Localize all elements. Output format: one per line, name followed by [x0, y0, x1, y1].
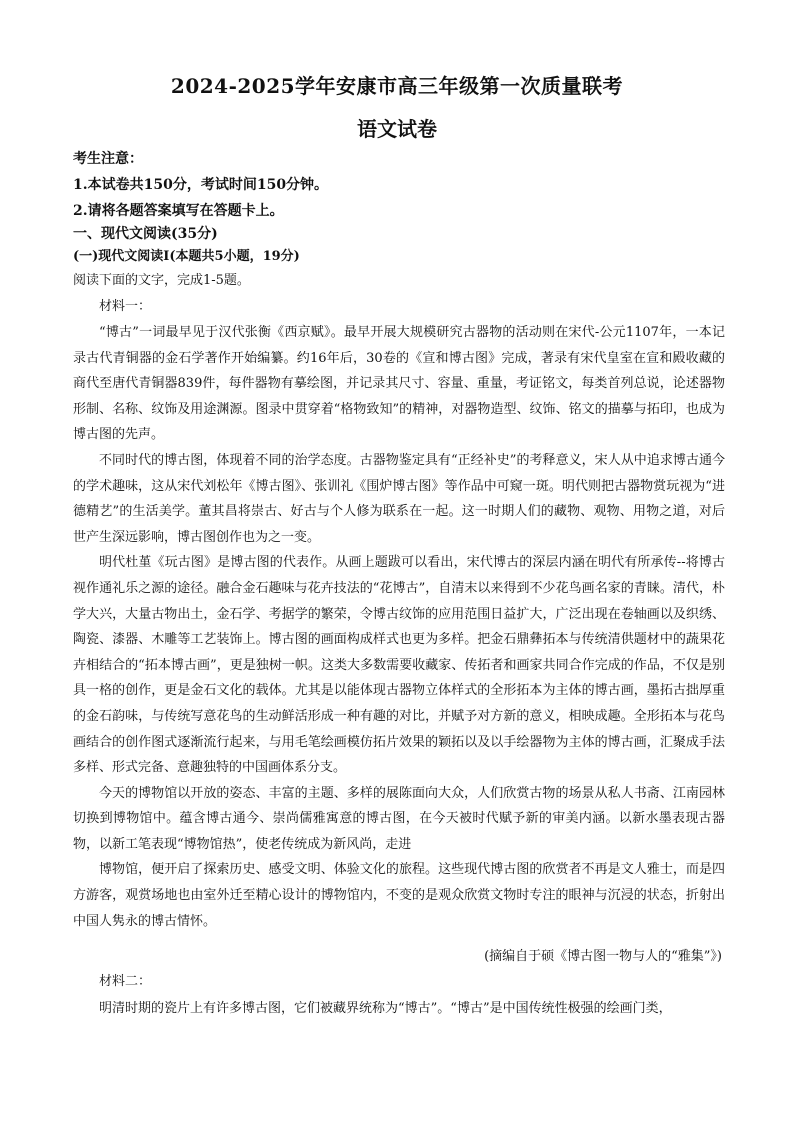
candidate-notice — [73, 146, 725, 224]
notice-item: 2.请将各题答案填写在答题卡上。 — [73, 203, 284, 219]
material-two-label: 材料二： — [99, 974, 152, 989]
material-one-label: 材料一： — [99, 299, 152, 314]
material-one-source: (摘编自于硕《博古图一物与人的“雅集”》) — [484, 949, 722, 964]
notice-item: 1.本试卷共150分，考试时间150分钟。 — [73, 177, 329, 193]
exam-title: 2024-2025学年安康市高三年级第一次质量联考 — [170, 74, 624, 98]
paragraph: 明代杜堇《玩古图》是博古图的代表作。从画上题跋可以看出，宋代博古的深层内涵在明代有所承传--将博古视作通礼乐之源的途径。融合金石趣味与花卉技法的“花博古”，自清末以来得到不少花鸟画名家的青睐。清代，朴学大兴，大量古物出土，金石学、考据学的繁荣，令博古纹饰的应用范围日益扩大，广泛出现在卷轴画以及织绣、陶瓷、漆器、木雕等工艺装饰上。博古图的画面构成样式也更为多样。把金石鼎彝拓本与传统清供题材中的蔬果花卉相结合的“拓本博古画”，更是独树一帜。这类大多数需要收藏家、传拓者和画家共同合作完成的作品，不仅是别具一格的创作，更是金石文化的载体。尤其是以能体现古器物立体样式的全形拓本为主体的博古画，墨拓古拙厚重的金石韵味，与传统写意花鸟的生动鲜活形成一种有趣的对比，并赋予对方新的意义，相映成趣。全形拓本与花鸟画结合的创作图式逐渐流行起来，与用毛笔绘画模仿拓片效果的颖拓以及以手绘器物为主体的博古画，汇聚成手法多样、形式完备、意趣独特的中国画体系分支。 — [73, 555, 725, 776]
paragraph: 博物馆，便开启了探索历史、感受文明、体验文化的旅程。这些现代博古图的欣赏者不再是文人雅士，而是四方游客，观赏场地也由室外迁至精心设计的博物馆内，不变的是观众欣赏文物时专注的眼神与沉浸的状态，折射出中国人隽永的博古情怀。 — [73, 862, 725, 929]
paragraph: 明清时期的瓷片上有许多博古图，它们被藏界统称为“博古”。“博古”是中国传统性极强的绘画门类， — [99, 1001, 672, 1016]
exam-subtitle: 语文试卷 — [357, 117, 437, 141]
paragraph: 今天的博物馆以开放的姿态、丰富的主题、多样的展陈面向大众，人们欣赏古物的场景从私人书斋、江南园林切换到博物馆中。蕴含博古通今、崇尚儒雅寓意的博古图，在今天被时代赋予新的审美内涵。以新水墨表现古器物，以新工笔表现“博物馆热”，使老传统成为新风尚，走进 — [73, 785, 725, 852]
section-heading: 一、现代文阅读(35分) — [73, 226, 218, 242]
material-two-body — [73, 996, 725, 1022]
material-one-body — [73, 320, 725, 934]
paragraph: “博古”一词最早见于汉代张衡《西京赋》。最早开展大规模研究古器物的活动则在宋代-公元1107年，一本记录古代青铜器的金石学著作开始编纂。约16年后，30卷的《宣和博古图》完成，著录有宋代皇室在宣和殿收藏的商代至唐代青铜器839件，每件器物有摹绘图，并记录其尺寸、容量、重量，考证铭文，每类首列总说，论述器物形制、名称、纹饰及用途渊源。图录中贯穿着“格物致知”的精神，对器物造型、纹饰、铭文的描摹与拓印，也成为博古图的先声。 — [73, 325, 725, 443]
notice-heading: 考生注意： — [73, 151, 143, 167]
reading-instruction: 阅读下面的文字，完成1-5题。 — [73, 273, 250, 288]
subsection-heading: (一)现代文阅读Ⅰ(本题共5小题，19分) — [73, 249, 300, 264]
paragraph: 不同时代的博古图，体现着不同的治学态度。古器物鉴定具有“正经补史”的考释意义，宋人从中追求博古通今的学术趣味，这从宋代刘松年《博古图》、张训礼《围炉博古图》等作品中可窥一斑。明代则把古器物赏玩视为“进德精艺”的生活美学。董其昌将崇古、好古与个人修为联系在一起。这一时期人们的藏物、观物、用物之道，对后世产生深远影响，博古图创作也为之一变。 — [73, 452, 725, 545]
